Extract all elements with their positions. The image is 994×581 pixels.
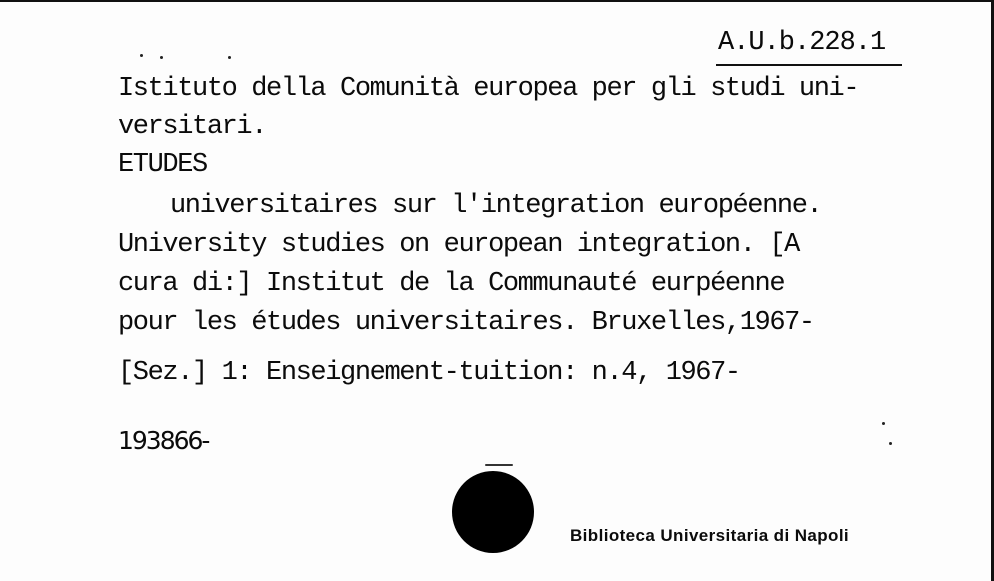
author-line-2: versitari.: [118, 112, 267, 142]
library-stamp-dot: [452, 471, 534, 553]
section-line: [Sez.] 1: Enseignement-tuition: n.4, 1967-: [118, 358, 740, 388]
title-line-2: University studies on european integration. [A: [118, 230, 799, 260]
title-line-1: universitaires sur l'integration européenne.: [170, 191, 822, 221]
title-line-3: cura di:] Institut de la Communauté eurpéenne: [118, 269, 785, 299]
shelfmark: A.U.b.228.1: [718, 28, 886, 58]
author-line-1: Istituto della Comunità europea per gli studi uni-: [118, 74, 859, 104]
publication-line: pour les études universitaires. Bruxelles,1967-: [118, 308, 814, 338]
library-stamp-text: Biblioteca Universitaria di Napoli: [570, 526, 850, 545]
shelfmark-underline: [716, 64, 902, 66]
accession-number: 193866-: [118, 426, 209, 455]
stamp-mark: [485, 464, 513, 466]
title-heading: ETUDES: [118, 150, 207, 180]
